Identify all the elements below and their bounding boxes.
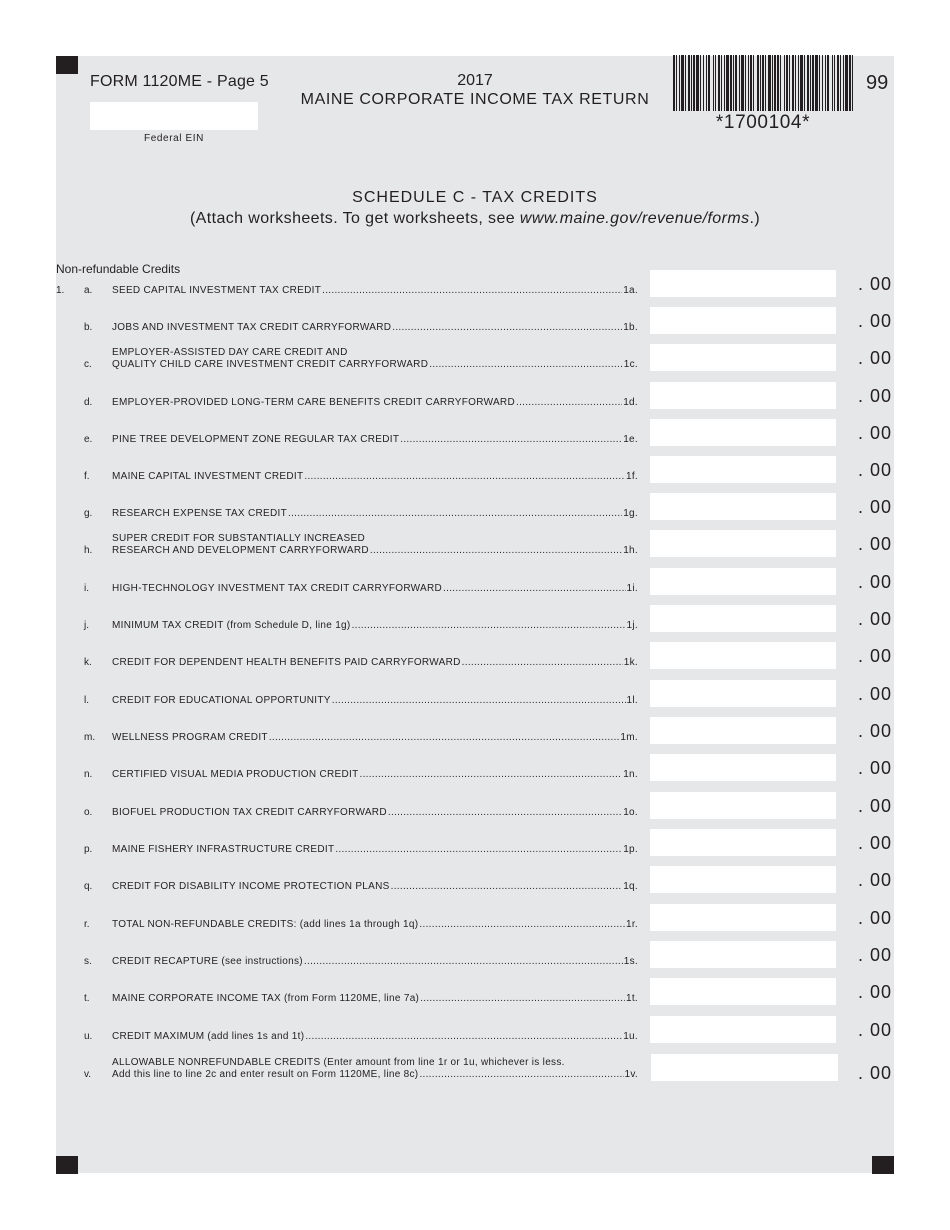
barcode-bar [688, 55, 690, 111]
cents-suffix: . 00 [858, 572, 893, 592]
line-leader [112, 695, 638, 706]
line-reference: 1b. [623, 322, 638, 333]
federal-ein-input[interactable] [90, 102, 258, 130]
line-reference: 1q. [623, 881, 638, 892]
credit-line-row [0, 642, 950, 670]
amount-input-1j[interactable] [650, 605, 836, 632]
credit-line-row [0, 866, 950, 894]
barcode-bar [774, 55, 776, 111]
dot-leader [516, 397, 622, 408]
line-reference: 1m. [620, 732, 638, 743]
line-reference: 1f. [625, 471, 638, 482]
cents-suffix: . 00 [858, 758, 893, 778]
barcode-bar [745, 55, 746, 111]
barcode-bar [827, 55, 829, 111]
cents-suffix: . 00 [858, 423, 893, 443]
barcode-bar [726, 55, 729, 111]
barcode-bar [765, 55, 766, 111]
cents-suffix: . 00 [858, 609, 893, 629]
dot-leader [304, 956, 623, 967]
barcode-bar [703, 55, 704, 111]
line-reference: 1o. [623, 807, 638, 818]
credit-line-row [0, 717, 950, 745]
registration-mark-top-left [56, 56, 78, 74]
credit-line-row [0, 568, 950, 596]
line-text: RESEARCH EXPENSE TAX CREDIT [112, 508, 287, 519]
cents-suffix: . 00 [858, 534, 893, 554]
line-text: SEED CAPITAL INVESTMENT TAX CREDIT [112, 285, 322, 296]
line-letter: h. [84, 545, 93, 556]
amount-input-1f[interactable] [650, 456, 836, 483]
barcode-bar [840, 55, 841, 111]
barcode-bar [753, 55, 754, 111]
line-reference: 1c. [623, 359, 638, 370]
amount-input-1g[interactable] [650, 493, 836, 520]
line-text: MINIMUM TAX CREDIT (from Schedule D, line 1g) [112, 620, 351, 631]
amount-input-1v[interactable] [651, 1054, 838, 1081]
credit-line-row [0, 978, 950, 1006]
registration-mark-bottom-right [872, 1156, 894, 1174]
form-title: MAINE CORPORATE INCOME TAX RETURN [300, 91, 650, 108]
credit-line-row [0, 493, 950, 521]
barcode-bar [715, 55, 716, 111]
amount-input-1b[interactable] [650, 307, 836, 334]
amount-input-1l[interactable] [650, 680, 836, 707]
line-description-first: SUPER CREDIT FOR SUBSTANTIALLY INCREASED [112, 533, 365, 544]
barcode-text: *1700104* [715, 112, 811, 133]
barcode-bar [733, 55, 734, 111]
credit-line-row [0, 382, 950, 410]
line-letter: k. [84, 657, 92, 668]
barcode-bar [852, 55, 853, 111]
barcode-bar [696, 55, 699, 111]
line-text: CREDIT FOR EDUCATIONAL OPPORTUNITY [112, 695, 331, 706]
barcode-bar [724, 55, 725, 111]
worksheets-link: www.maine.gov/revenue/forms [519, 210, 750, 227]
barcode-bar [834, 55, 835, 111]
subtitle-suffix: .) [749, 210, 761, 227]
line-text: MAINE CORPORATE INCOME TAX (from Form 1120ME, line 7a) [112, 993, 420, 1004]
line-leader [112, 285, 638, 296]
line-text: TOTAL NON-REFUNDABLE CREDITS: (add lines 1a through 1q) [112, 919, 419, 930]
cents-suffix: . 00 [858, 684, 893, 704]
line-reference: 1v. [624, 1069, 638, 1080]
credit-line-row [0, 270, 950, 298]
line-text: QUALITY CHILD CARE INVESTMENT CREDIT CARRYFORWARD [112, 359, 429, 370]
credit-line-row [0, 344, 950, 372]
barcode-bar [708, 55, 710, 111]
barcode-bar [772, 55, 773, 111]
barcode-bar [812, 55, 814, 111]
line-leader [112, 993, 638, 1004]
line-leader [112, 471, 638, 482]
barcode-bar [676, 55, 677, 111]
dot-leader [370, 545, 622, 556]
line-leader [112, 508, 638, 519]
amount-input-1u[interactable] [650, 1016, 836, 1043]
barcode-bar [691, 55, 692, 111]
credit-line-row [0, 1016, 950, 1044]
barcode-bar [784, 55, 785, 111]
line-reference: 1s. [623, 956, 638, 967]
line-description-first: EMPLOYER-ASSISTED DAY CARE CREDIT AND [112, 347, 348, 358]
line-text: BIOFUEL PRODUCTION TAX CREDIT CARRYFORWARD [112, 807, 387, 818]
line-reference: 1r. [625, 919, 638, 930]
page-code: 99 [866, 72, 889, 94]
line-leader [112, 844, 638, 855]
dot-leader [322, 285, 622, 296]
line-text: CREDIT FOR DEPENDENT HEALTH BENEFITS PAID CARRYFORWARD [112, 657, 461, 668]
barcode-bar [780, 55, 781, 111]
line-letter: e. [84, 434, 93, 445]
line-text: EMPLOYER-PROVIDED LONG-TERM CARE BENEFITS CREDIT CARRYFORWARD [112, 397, 515, 408]
line-letter: c. [84, 359, 92, 370]
amount-input-1m[interactable] [650, 717, 836, 744]
dot-leader [352, 620, 626, 631]
dot-leader [388, 807, 622, 818]
line-letter: j. [84, 620, 89, 631]
line-letter: d. [84, 397, 93, 408]
barcode-bar [837, 55, 839, 111]
dot-leader [420, 993, 625, 1004]
subtitle-prefix: (Attach worksheets. To get worksheets, see [189, 210, 520, 227]
barcode-bar [795, 55, 796, 111]
line-letter: p. [84, 844, 93, 855]
barcode-bar [832, 55, 833, 111]
barcode-bar [810, 55, 811, 111]
dot-leader [400, 434, 622, 445]
line-leader [112, 583, 638, 594]
line-letter: m. [84, 732, 96, 743]
barcode-bar [760, 55, 761, 111]
amount-input-1o[interactable] [650, 792, 836, 819]
barcode-bar [713, 55, 714, 111]
line-letter: u. [84, 1031, 93, 1042]
cents-suffix: . 00 [858, 870, 893, 890]
barcode-bar [685, 55, 686, 111]
barcode-bar [807, 55, 809, 111]
amount-input-1n[interactable] [650, 754, 836, 781]
cents-suffix: . 00 [858, 460, 893, 480]
barcode-bar [845, 55, 848, 111]
credit-line-row [0, 530, 950, 558]
line-leader [112, 359, 638, 370]
amount-input-1k[interactable] [650, 642, 836, 669]
line-letter: q. [84, 881, 93, 892]
cents-suffix: . 00 [858, 274, 893, 294]
line-reference: 1k. [623, 657, 638, 668]
cents-suffix: . 00 [858, 833, 893, 853]
barcode-bar [735, 55, 737, 111]
line-letter: t. [84, 993, 90, 1004]
line-description-first: ALLOWABLE NONREFUNDABLE CREDITS (Enter amount from line 1r or 1u, whichever is less. [112, 1057, 565, 1068]
credit-line-row [0, 419, 950, 447]
line-reference: 1n. [623, 769, 638, 780]
dot-leader [462, 657, 623, 668]
amount-input-1t[interactable] [650, 978, 836, 1005]
amount-input-1q[interactable] [650, 866, 836, 893]
line-number: 1. [56, 285, 65, 296]
barcode-bar [673, 55, 675, 111]
barcode-bar [822, 55, 823, 111]
dot-leader [305, 1031, 622, 1042]
line-letter: v. [84, 1069, 92, 1080]
barcode-bar [815, 55, 818, 111]
line-leader [112, 657, 638, 668]
barcode-bar [798, 55, 799, 111]
line-leader [112, 620, 638, 631]
line-leader [112, 732, 638, 743]
line-leader [112, 919, 638, 930]
amount-input-1s[interactable] [650, 941, 836, 968]
cents-suffix: . 00 [858, 1063, 893, 1083]
barcode-bar [679, 55, 680, 111]
line-letter: a. [84, 285, 93, 296]
barcode-bar [718, 55, 720, 111]
credit-line-row [0, 605, 950, 633]
line-text: HIGH-TECHNOLOGY INVESTMENT TAX CREDIT CARRYFORWARD [112, 583, 443, 594]
dot-leader [419, 919, 625, 930]
barcode-bar [849, 55, 851, 111]
line-text: CREDIT MAXIMUM (add lines 1s and 1t) [112, 1031, 305, 1042]
dot-leader [419, 1069, 623, 1080]
form-identifier: FORM 1120ME - Page 5 [90, 73, 269, 90]
line-letter: g. [84, 508, 93, 519]
line-leader [112, 397, 638, 408]
dot-leader [304, 471, 625, 482]
line-text: WELLNESS PROGRAM CREDIT [112, 732, 268, 743]
dot-leader [392, 322, 622, 333]
barcode-bar [843, 55, 844, 111]
dot-leader [288, 508, 622, 519]
dot-leader [332, 695, 626, 706]
line-text: PINE TREE DEVELOPMENT ZONE REGULAR TAX CREDIT [112, 434, 400, 445]
cents-suffix: . 00 [858, 497, 893, 517]
line-leader [112, 434, 638, 445]
line-reference: 1d. [623, 397, 638, 408]
line-reference: 1e. [623, 434, 638, 445]
dot-leader [359, 769, 622, 780]
line-letter: r. [84, 919, 90, 930]
amount-input-1r[interactable] [650, 904, 836, 931]
section-label: Non-refundable Credits [56, 262, 181, 276]
barcode-bar [804, 55, 805, 111]
cents-suffix: . 00 [858, 646, 893, 666]
line-reference: 1p. [623, 844, 638, 855]
line-leader [112, 807, 638, 818]
barcode-bar [748, 55, 749, 111]
line-reference: 1i. [626, 583, 638, 594]
amount-input-1p[interactable] [650, 829, 836, 856]
barcode-bar [739, 55, 740, 111]
dot-leader [443, 583, 625, 594]
credit-line-row [0, 941, 950, 969]
credit-line-row [0, 307, 950, 335]
credit-line-row [0, 829, 950, 857]
line-text: RESEARCH AND DEVELOPMENT CARRYFORWARD [112, 545, 369, 556]
line-leader [112, 545, 638, 556]
barcode-bar [730, 55, 732, 111]
line-reference: 1l. [626, 695, 638, 706]
barcode-bar [777, 55, 779, 111]
barcode-bar [800, 55, 803, 111]
amount-input-1a[interactable] [650, 270, 836, 297]
barcode-bar [762, 55, 764, 111]
barcode-bar [757, 55, 759, 111]
amount-input-1d[interactable] [650, 382, 836, 409]
line-leader [112, 322, 638, 333]
credit-line-row [0, 904, 950, 932]
schedule-subtitle [56, 210, 894, 228]
barcode [673, 55, 853, 111]
line-letter: s. [84, 956, 92, 967]
line-leader [112, 956, 638, 967]
barcode-bar [768, 55, 771, 111]
line-text: JOBS AND INVESTMENT TAX CREDIT CARRYFORWARD [112, 322, 392, 333]
federal-ein-label: Federal EIN [144, 133, 204, 144]
amount-input-1c[interactable] [650, 344, 836, 371]
line-letter: b. [84, 322, 93, 333]
barcode-bar [750, 55, 752, 111]
schedule-title: SCHEDULE C - TAX CREDITS [352, 189, 598, 206]
line-text: MAINE CAPITAL INVESTMENT CREDIT [112, 471, 304, 482]
barcode-bar [681, 55, 684, 111]
cents-suffix: . 00 [858, 908, 893, 928]
cents-suffix: . 00 [858, 348, 893, 368]
credit-line-row [0, 792, 950, 820]
line-reference: 1j. [626, 620, 638, 631]
credit-line-row [0, 456, 950, 484]
amount-input-1h[interactable] [650, 530, 836, 557]
dot-leader [335, 844, 622, 855]
cents-suffix: . 00 [858, 1020, 893, 1040]
barcode-bar [741, 55, 744, 111]
line-reference: 1h. [623, 545, 638, 556]
barcode-bar [706, 55, 707, 111]
amount-input-1i[interactable] [650, 568, 836, 595]
barcode-bar [792, 55, 794, 111]
line-reference: 1u. [623, 1031, 638, 1042]
barcode-bar [700, 55, 701, 111]
barcode-bar [789, 55, 790, 111]
line-letter: l. [84, 695, 89, 706]
line-leader [112, 1069, 638, 1080]
line-text: CERTIFIED VISUAL MEDIA PRODUCTION CREDIT [112, 769, 359, 780]
amount-input-1e[interactable] [650, 419, 836, 446]
barcode-bar [825, 55, 826, 111]
line-text: CREDIT RECAPTURE (see instructions) [112, 956, 303, 967]
line-leader [112, 881, 638, 892]
dot-leader [269, 732, 620, 743]
line-text: CREDIT FOR DISABILITY INCOME PROTECTION PLANS [112, 881, 390, 892]
cents-suffix: . 00 [858, 721, 893, 741]
credit-line-row [0, 754, 950, 782]
cents-suffix: . 00 [858, 311, 893, 331]
line-letter: f. [84, 471, 90, 482]
tax-year: 2017 [457, 72, 493, 89]
cents-suffix: . 00 [858, 796, 893, 816]
dot-leader [429, 359, 623, 370]
barcode-bar [786, 55, 788, 111]
cents-suffix: . 00 [858, 982, 893, 1002]
line-leader [112, 1031, 638, 1042]
line-reference: 1a. [623, 285, 638, 296]
barcode-bar [721, 55, 722, 111]
cents-suffix: . 00 [858, 386, 893, 406]
line-text: Add this line to line 2c and enter result on Form 1120ME, line 8c) [112, 1069, 419, 1080]
line-text: MAINE FISHERY INFRASTRUCTURE CREDIT [112, 844, 335, 855]
barcode-bar [819, 55, 820, 111]
dot-leader [391, 881, 623, 892]
line-reference: 1g. [623, 508, 638, 519]
cents-suffix: . 00 [858, 945, 893, 965]
line-letter: i. [84, 583, 89, 594]
credit-line-row [0, 680, 950, 708]
line-reference: 1t. [625, 993, 638, 1004]
line-letter: o. [84, 807, 93, 818]
credit-line-row [0, 1054, 950, 1082]
line-letter: n. [84, 769, 93, 780]
barcode-bar [693, 55, 695, 111]
line-leader [112, 769, 638, 780]
registration-mark-bottom-left [56, 1156, 78, 1174]
